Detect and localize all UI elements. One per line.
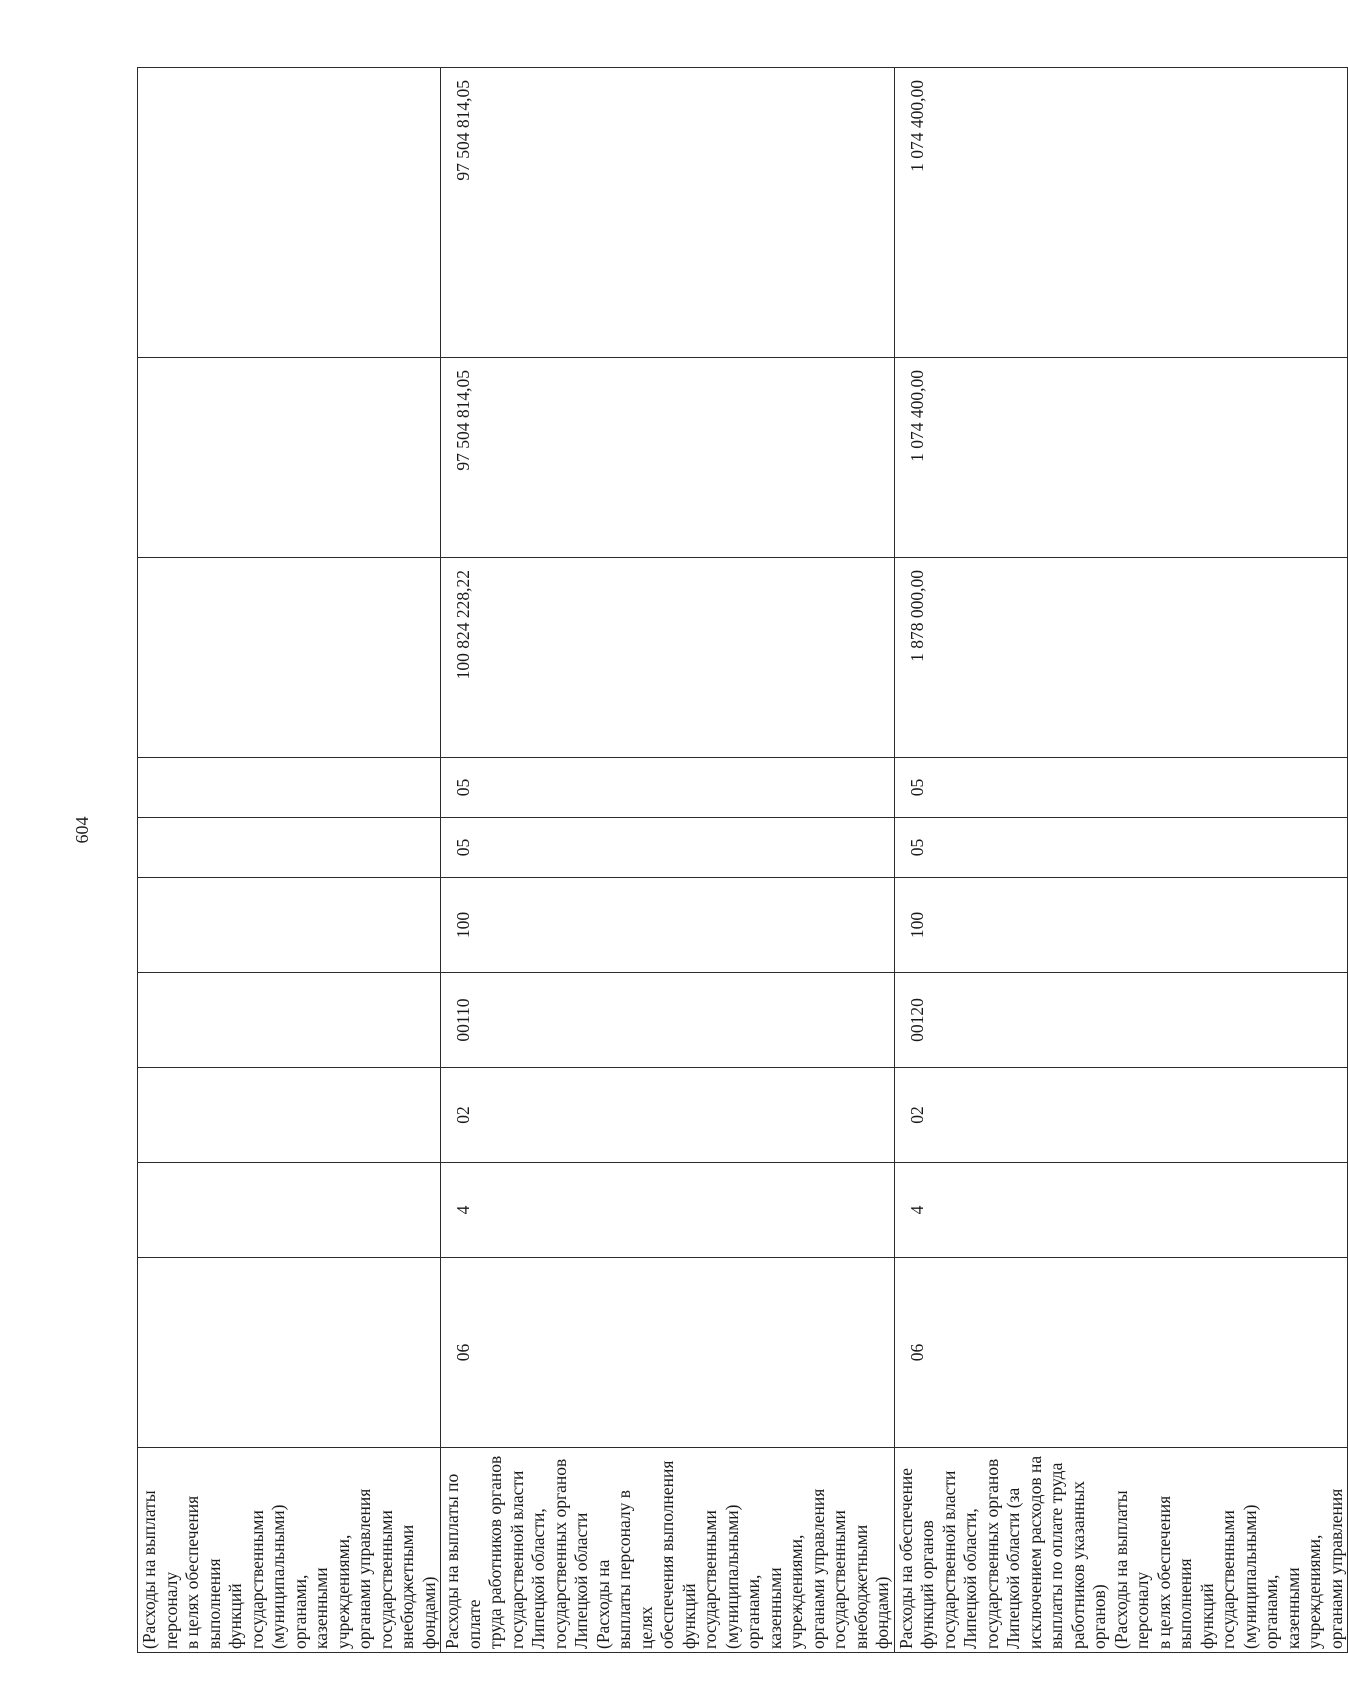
table-row: [894, 68, 1348, 1653]
cell-code-4: [138, 973, 441, 1068]
cell-amount-1: 100 824 228,22: [441, 558, 895, 758]
cell-code-7: [138, 758, 441, 818]
cell-code-1: [138, 1258, 441, 1448]
cell-amount-3: 1 074 400,00: [894, 68, 1348, 358]
cell-code-4: 00110: [441, 973, 895, 1068]
table-row: [138, 68, 441, 1653]
cell-code-6: 05: [894, 818, 1348, 878]
cell-amount-3: [138, 68, 441, 358]
cell-amount-1: 1 878 000,00: [894, 558, 1348, 758]
budget-table: [137, 67, 1348, 1653]
cell-code-7: 05: [894, 758, 1348, 818]
cell-code-4: 00120: [894, 973, 1348, 1068]
cell-code-1: 06: [894, 1258, 1348, 1448]
cell-amount-2: [138, 358, 441, 558]
cell-amount-3: 97 504 814,05: [441, 68, 895, 358]
cell-amount-2: 97 504 814,05: [441, 358, 895, 558]
cell-code-5: 100: [441, 878, 895, 973]
cell-amount-2: 1 074 400,00: [894, 358, 1348, 558]
table-row: [441, 68, 895, 1653]
cell-code-3: 02: [441, 1068, 895, 1163]
cell-code-5: [138, 878, 441, 973]
cell-code-2: [138, 1163, 441, 1258]
cell-code-7: 05: [441, 758, 895, 818]
cell-code-2: 4: [894, 1163, 1348, 1258]
cell-code-3: [138, 1068, 441, 1163]
row-description: Расходы на выплаты по оплате труда работников органов государственной власти Липецкой области, государственных органов Липецкой области (Расходы на выплаты персоналу в целях обеспечения выполнения функций государственными (муниципальными) органами, казенными учреждениями, органами управления государственными внебюджетными фондами): [441, 1448, 895, 1653]
cell-code-6: [138, 818, 441, 878]
cell-code-3: 02: [894, 1068, 1348, 1163]
cell-amount-1: [138, 558, 441, 758]
page-number: 604: [71, 816, 92, 844]
cell-code-6: 05: [441, 818, 895, 878]
cell-code-5: 100: [894, 878, 1348, 973]
row-description: (Расходы на выплаты персоналу в целях обеспечения выполнения функций государственными (муниципальными) органами, казенными учреждениями, органами управления государственными внебюджетными фондами): [138, 1448, 441, 1653]
cell-code-2: 4: [441, 1163, 895, 1258]
row-description: Расходы на обеспечение функций органов государственной власти Липецкой области, государственных органов Липецкой области (за исключением расходов на выплаты по оплате труда работников указанных органов) (Расходы на выплаты персоналу в целях обеспечения выполнения функций государственными (муниципальными) органами, казенными учреждениями, органами управления: [894, 1448, 1348, 1653]
cell-code-1: 06: [441, 1258, 895, 1448]
budget-table-rotated: [137, 68, 1346, 1653]
